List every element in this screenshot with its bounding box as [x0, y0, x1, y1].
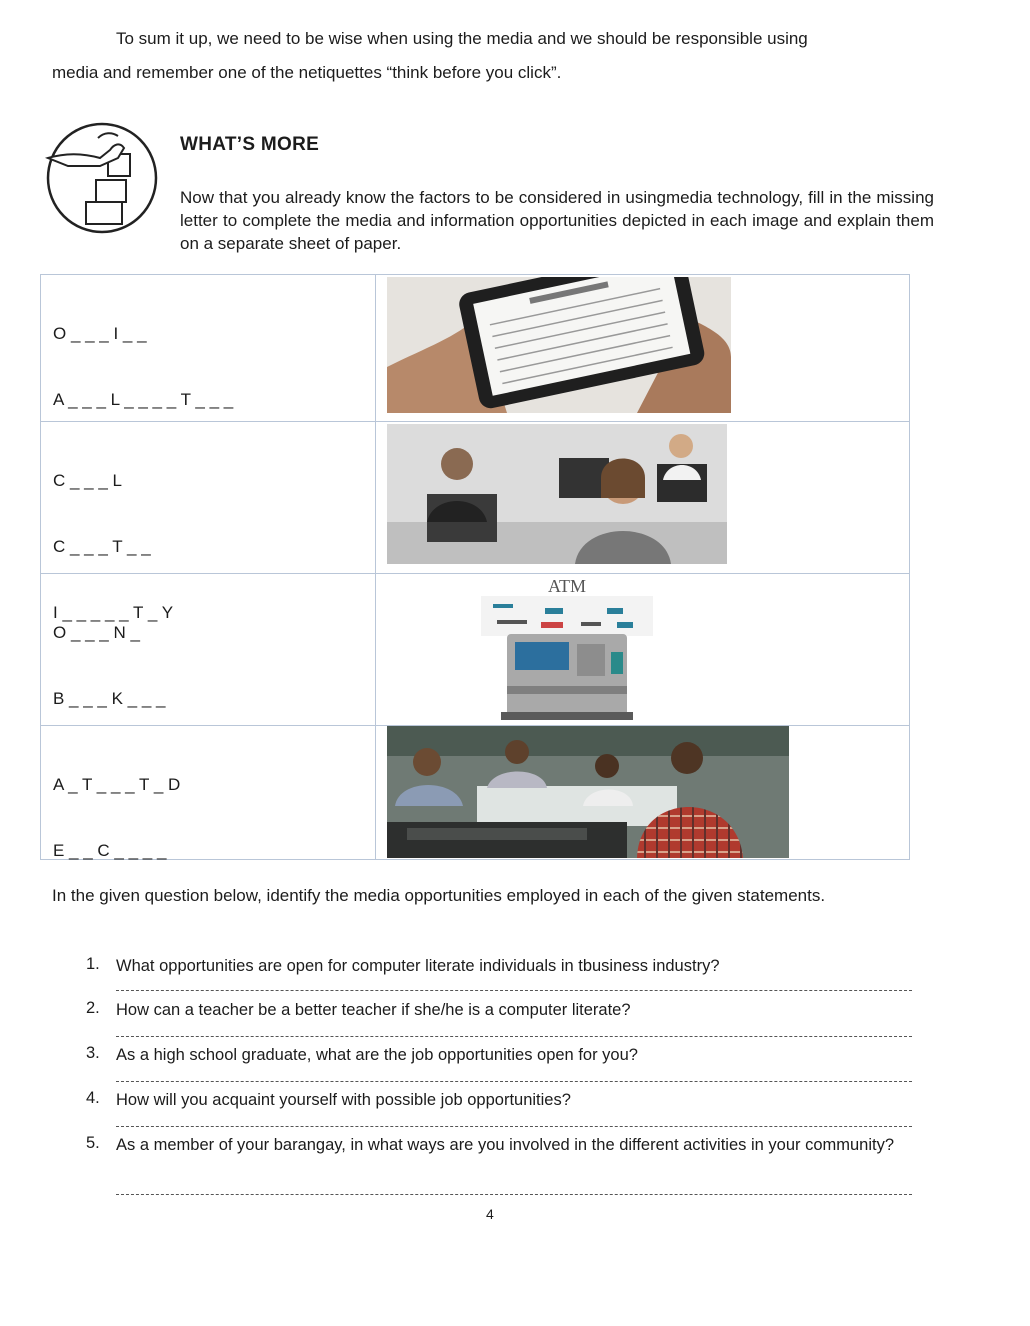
answer-line[interactable] — [116, 990, 912, 991]
puzzle-line: E _ _ C _ _ _ _ — [53, 841, 167, 860]
answer-line[interactable] — [116, 1194, 912, 1195]
puzzle-line: O _ _ _ N _ — [53, 623, 140, 642]
hand-stacking-blocks-icon — [38, 114, 162, 234]
section-title: WHAT’S MORE — [180, 134, 320, 155]
answer-line[interactable] — [116, 1081, 912, 1082]
students-at-computers-photo — [387, 726, 789, 858]
puzzle-table — [40, 274, 910, 860]
question-text: As a member of your barangay, in what ways are you involved in the different activities in your community? — [116, 1136, 895, 1154]
puzzle-line: C _ _ _ L — [53, 471, 122, 490]
question-text: As a high school graduate, what are the job opportunities open for you? — [116, 1046, 638, 1064]
question-text: How can a teacher be a better teacher if she/he is a computer literate? — [116, 1001, 631, 1019]
questions-intro: In the given question below, identify the media opportunities employed in each of the given statements. — [52, 886, 826, 905]
intro-line-1: To sum it up, we need to be wise when using the media and we should be responsible using — [116, 29, 808, 48]
question-text: How will you acquaint yourself with possible job opportunities? — [116, 1091, 571, 1109]
atm-machine-photo — [457, 574, 677, 720]
puzzle-line: A _ _ _ L _ _ _ _ T _ _ _ — [53, 390, 234, 409]
question-number: 1. — [86, 955, 100, 973]
answer-line[interactable] — [116, 1036, 912, 1037]
puzzle-line: A _ T _ _ _ T _ D — [53, 775, 181, 794]
question-number: 3. — [86, 1044, 100, 1062]
puzzle-line: I _ _ _ _ _ T _ Y — [53, 603, 174, 622]
puzzle-line: O _ _ _ I _ _ — [53, 324, 147, 343]
puzzle-row — [41, 275, 909, 421]
answer-line[interactable] — [116, 1126, 912, 1127]
puzzle-row — [41, 725, 909, 859]
atm-label: ATM — [547, 576, 587, 596]
tablet-application-form-photo — [387, 277, 731, 413]
puzzle-line: B _ _ _ K _ _ _ — [53, 689, 166, 708]
call-center-agents-photo — [387, 424, 727, 564]
page-number: 4 — [486, 1206, 494, 1222]
puzzle-row — [41, 573, 909, 725]
puzzle-line: C _ _ _ T _ _ — [53, 537, 151, 556]
section-instructions: Now that you already know the factors to be considered in usingmedia technology, fill in the missing letter to complete the media and information opportunities depicted in each image and explain them on a separate sheet of paper. — [180, 188, 934, 253]
intro-line-2: media and remember one of the netiquettes “think before you click”. — [52, 63, 562, 82]
question-text: What opportunities are open for computer literate individuals in tbusiness industry? — [116, 957, 720, 975]
puzzle-clue — [53, 730, 180, 906]
question-number: 4. — [86, 1089, 100, 1107]
question-number: 5. — [86, 1134, 100, 1152]
question-number: 2. — [86, 999, 100, 1017]
